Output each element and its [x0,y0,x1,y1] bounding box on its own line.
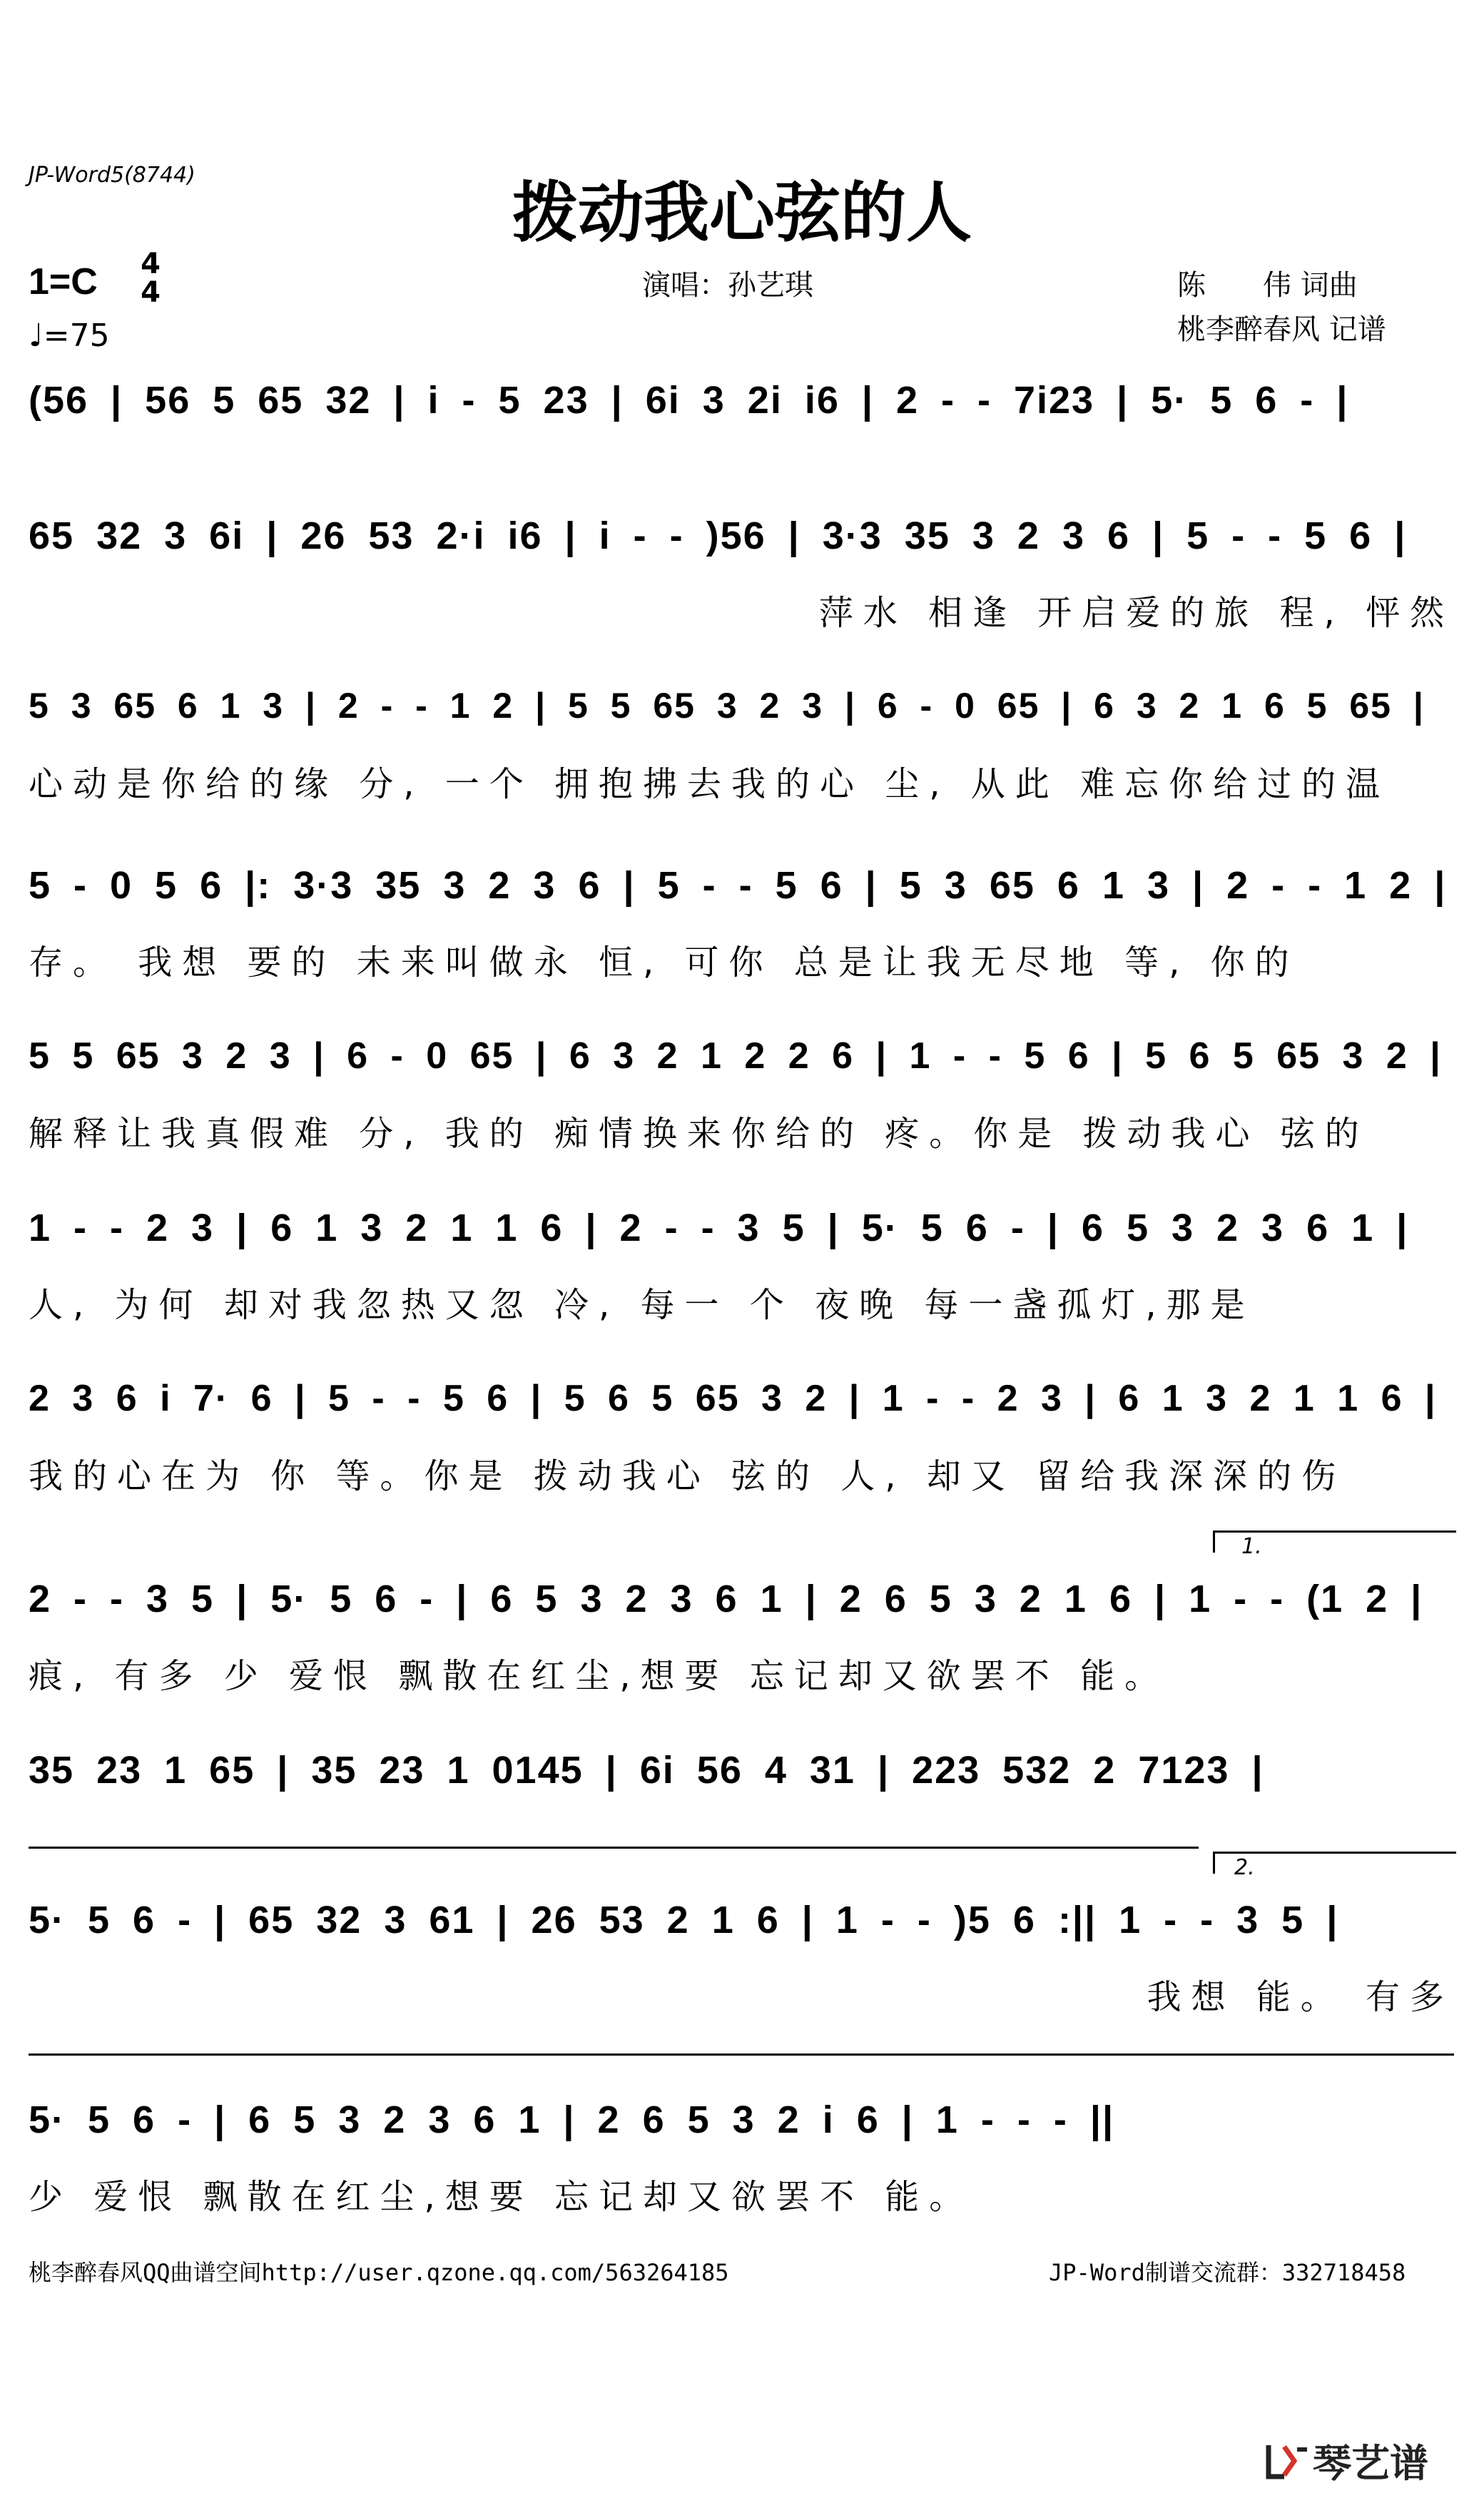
notation-text: 2 3 6 i 7· 6 | 5 - - 5 6 | 5 6 5 65 3 2 | 1 - - 2 3 | 6 1 3 2 1 1 6 | [29,1378,1437,1419]
notation-text: 35 23 1 65 | 35 23 1 0145 | 6i 56 4 31 | 223 532 2 7123 | [29,1749,1264,1792]
singer-credit: 演唱：孙艺琪 [642,269,813,302]
lyrics-line: 人, 为何 却对我忽热又忽 冷, 每一 个 夜晚 每一盏孤灯,那是 [29,1285,1255,1325]
volta-label-first: 1. [1241,1534,1262,1559]
lyrics-line: 痕, 有多 少 爱恨 飘散在红尘,想要 忘记却又欲罢不 能。 [29,1656,1169,1696]
notation-text: 1 - - 2 3 | 6 1 3 2 1 1 6 | 2 - - 3 5 | 5· 5 6 - | 6 5 3 2 3 6 1 | [29,1207,1409,1249]
time-sig-bottom: 4 [141,276,161,309]
notation-text: 5· 5 6 - | 6 5 3 2 3 6 1 | 2 6 5 3 2 i 6 | 1 - - - || [29,2098,1115,2141]
logo-icon [1263,2439,1313,2482]
transcriber-credit: 桃李醉春风 记谱 [1177,313,1386,346]
logo-text: 琴艺谱 [1313,2441,1428,2486]
lyrics-line: 解释让我真假难 分, 我的 痴情换来你给的 疼。你是 拨动我心 弦的 [29,1114,1369,1154]
notation-text: (56 | 56 5 65 32 | i - 5 23 | 6i 3 2i i6 | 2 - - 7i23 | 5· 5 6 - | [29,379,1349,422]
notation-text: 5· 5 6 - | 65 32 3 61 | 26 53 2 1 6 | 1 - - )5 6 :|| 1 - - 3 5 | [29,1899,1339,1941]
volta-label-second: 2. [1234,1855,1255,1880]
lyrics-line: 少 爱恨 飘散在红尘,想要 忘记却又欲罢不 能。 [29,2177,974,2217]
song-title: 拨动我心弦的人 [512,174,972,251]
lyrics-line [29,450,1454,499]
notation-text: 5 3 65 6 1 3 | 2 - - 1 2 | 5 5 65 3 2 3 | 6 - 0 65 | 6 3 2 1 6 5 65 | [29,686,1425,726]
software-label: JP-Word5(8744) [29,163,195,188]
notation-text: 65 32 3 6i | 26 53 2·i i6 | i - - )56 | 3·3 35 3 2 3 6 | 5 - - 5 6 | [29,514,1407,557]
lyrics-line: 心动是你给的缘 分, 一个 拥抱拂去我的心 尘, 从此 难忘你给过的温 [29,764,1391,804]
system-line-final [29,2053,1454,2056]
notation-text: 5 - 0 5 6 |: 3·3 35 3 2 3 6 | 5 - - 5 6 | 5 3 65 6 1 3 | 2 - - 1 2 | [29,864,1447,907]
lyrics-line: 我想 能。 有多 [1147,1977,1454,2017]
notation-text: 5 5 65 3 2 3 | 6 - 0 65 | 6 3 2 1 2 2 6 | 1 - - 5 6 | 5 6 5 65 3 2 | [29,1035,1442,1077]
system-line [29,1847,1199,1849]
footer-right: JP-Word制谱交流群：332718458 [1049,2259,1406,2286]
footer-left: 桃李醉春风QQ曲谱空间http://user.qzone.qq.com/563264185 [29,2259,729,2286]
lyrics-line: 我的心在为 你 等。你是 拨动我心 弦的 人, 却又 留给我深深的伤 [29,1456,1346,1496]
time-signature [140,250,161,307]
logo [1263,2433,1428,2488]
lyrics-line: 存。 我想 要的 未来叫做永 恒, 可你 总是让我无尽地 等, 你的 [29,943,1299,983]
composer-credit: 陈 伟 词曲 [1177,269,1358,302]
tempo-mark: ♩=75 [29,318,110,354]
time-sig-top: 4 [141,248,161,280]
key-signature: 1=C [29,261,98,303]
lyrics-line: 萍水 相逢 开启爱的旅 程, 怦然 [818,593,1454,633]
notation-text: 2 - - 3 5 | 5· 5 6 - | 6 5 3 2 3 6 1 | 2 6 5 3 2 1 6 | 1 - - (1 2 | [29,1578,1423,1620]
